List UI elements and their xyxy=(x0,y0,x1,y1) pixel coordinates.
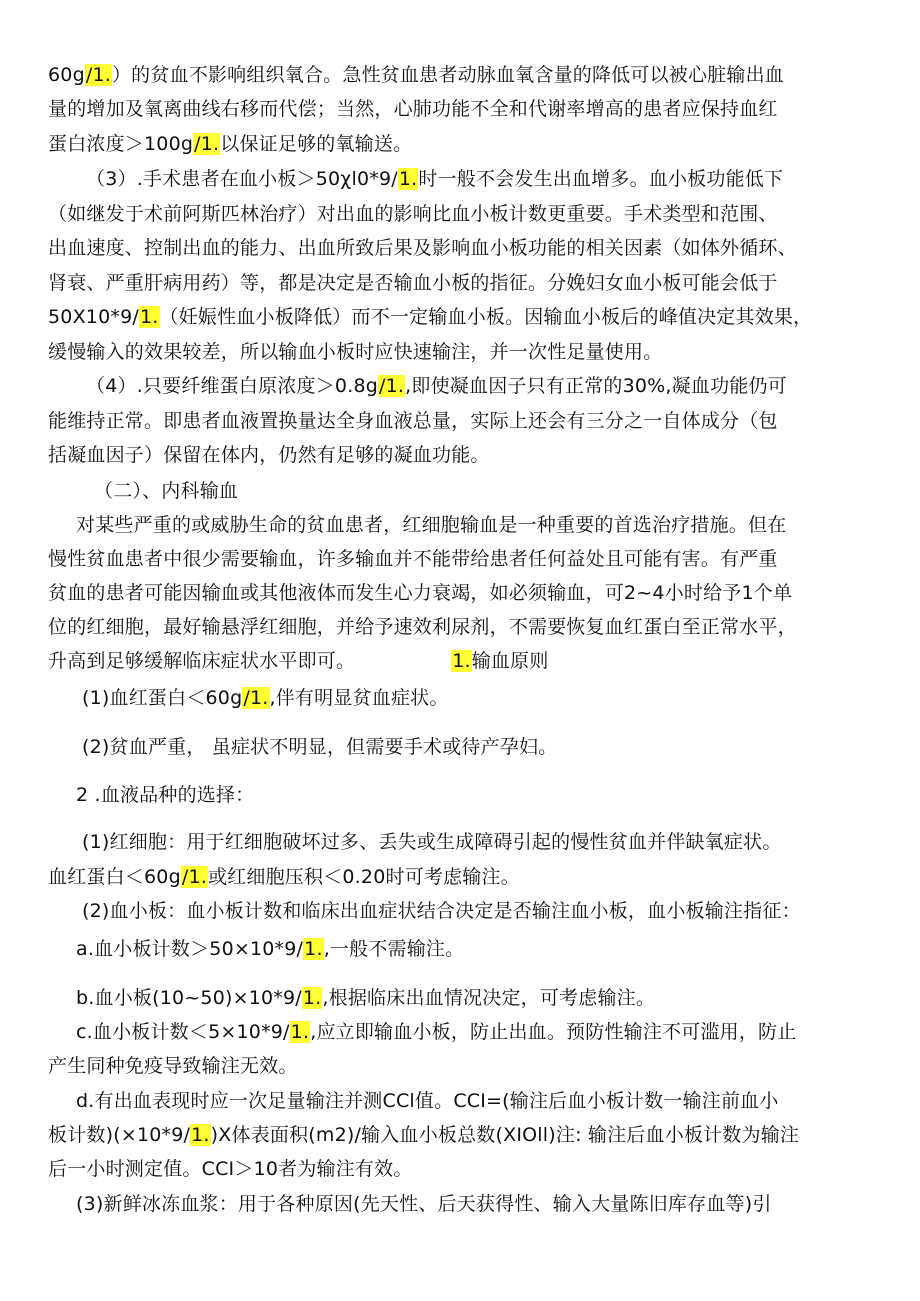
highlight-mark: /1. xyxy=(194,133,220,155)
text-line: 量的增加及氧离曲线右移而代偿；当然，心肺功能不全和代谢率增高的患者应保持血红 xyxy=(48,98,778,120)
text-line: 对某些严重的或威胁生命的贫血患者，红细胞输血是一种重要的首选治疗措施。但在 xyxy=(76,514,787,536)
text-line: 蛋白浓度＞100g/1.以保证足够的氧输送。 xyxy=(48,133,413,155)
highlight-mark: /1. xyxy=(85,64,111,86)
text-line: 60g/1.）的贫血不影响组织氧合。急性贫血患者动脉血氧含量的降低可以被心脏输出血 xyxy=(48,64,784,86)
section-heading: （二）、内科输血 xyxy=(94,480,239,502)
text-line: 血红蛋白＜60g/1.或红细胞压积＜0.20时可考虑输注。 xyxy=(48,866,520,888)
text-line: 能维持正常。即患者血液置换量达全身血液总量，实际上还会有三分之一自体成分（包 xyxy=(48,410,778,432)
text-line: 50X10*9/1.（妊娠性血小板降低）而不一定输血小板。因输血小板后的峰值决定其效果， xyxy=(48,306,813,328)
highlight-mark: /1. xyxy=(181,866,207,888)
text-line: （4）.只要纤维蛋白原浓度＞0.8g/1.,即使凝血因子只有正常的30%,凝血功能仍可 xyxy=(86,375,787,397)
text-line: （3）.手术患者在血小板＞50χl0*9/1.时一般不会发生出血增多。血小板功能低下 xyxy=(86,168,784,190)
text-line: a.血小板计数＞50×10*9/1.,一般不需输注。 xyxy=(76,938,465,960)
text-line: (2)血小板：血小板计数和临床出血症状结合决定是否输注血小板，血小板输注指征： xyxy=(82,900,801,922)
highlight-mark: /1. xyxy=(379,375,405,397)
text-line: 升高到足够缓解临床症状水平即可。 1.输血原则 xyxy=(48,650,549,672)
text-line: （如继发于术前阿斯匹林治疗）对出血的影响比血小板计数更重要。手术类型和范围、 xyxy=(48,203,778,225)
highlight-mark: 1. xyxy=(302,987,322,1009)
text-line: 位的红细胞，最好输悬浮红细胞，并给予速效利尿剂，不需要恢复血红蛋白至正常水平， xyxy=(48,616,797,638)
text-line: (3)新鲜冰冻血浆：用于各种原因(先天性、后天获得性、输入大量陈旧库存血等)引 xyxy=(76,1193,772,1215)
highlight-mark: 1. xyxy=(452,650,471,672)
text-line: 缓慢输入的效果较差，所以输血小板时应快速输注，并一次性足量使用。 xyxy=(48,341,663,363)
highlight-mark: 1. xyxy=(290,1021,310,1043)
text-line: 后一小时测定值。CCI＞10者为输注有效。 xyxy=(48,1158,413,1180)
highlight-mark: 1. xyxy=(139,306,159,328)
highlight-mark: /1. xyxy=(243,687,269,709)
text-line: b.血小板(10~50)×10*9/1.,根据临床出血情况决定，可考虑输注。 xyxy=(76,987,656,1009)
text-line: 产生同种免疫导致输注无效。 xyxy=(48,1055,298,1077)
highlight-mark: 1. xyxy=(191,1124,210,1146)
highlight-mark: 1. xyxy=(304,938,323,960)
text-line: (2)贫血严重， 虽症状不明显，但需要手术或待产孕妇。 xyxy=(82,736,558,758)
text-line: 2 .血液品种的选择： xyxy=(76,784,255,806)
text-line: 括凝血因子）保留在体内，仍然有足够的凝血功能。 xyxy=(48,444,490,466)
text-line: (1)血红蛋白＜60g/1.,伴有明显贫血症状。 xyxy=(82,687,449,709)
text-line: d.有出血表现时应一次足量输注并测CCl值。CCI=(输注后血小板计数一输注前血小 xyxy=(76,1090,779,1112)
text-line: 肾衰、严重肝病用药）等，都是决定是否输血小板的指征。分娩妇女血小板可能会低于 xyxy=(48,272,778,294)
text-line: (1)红细胞：用于红细胞破坏过多、丢失或生成障碍引起的慢性贫血并伴缺氧症状。 xyxy=(82,831,782,853)
text-line: 贫血的患者可能因输血或其他液体而发生心力衰竭，如必须输血，可2~4小时给予1个单 xyxy=(48,582,793,604)
text-line: 慢性贫血患者中很少需要输血，许多输血并不能带给患者任何益处且可能有害。有严重 xyxy=(48,548,778,570)
text-line: c.血小板计数＜5×10*9/1.,应立即输血小板，防止出血。预防性输注不可滥用，防止 xyxy=(76,1021,797,1043)
text-line: 出血速度、控制出血的能力、出血所致后果及影响血小板功能的相关因素（如体外循环、 xyxy=(48,237,797,259)
text-line: 板计数)(×10*9/1.)X体表面积(m2)/输入血小板总数(XIOll)注: 输注后血小板计数为输注 xyxy=(48,1124,800,1146)
highlight-mark: 1. xyxy=(398,168,418,190)
